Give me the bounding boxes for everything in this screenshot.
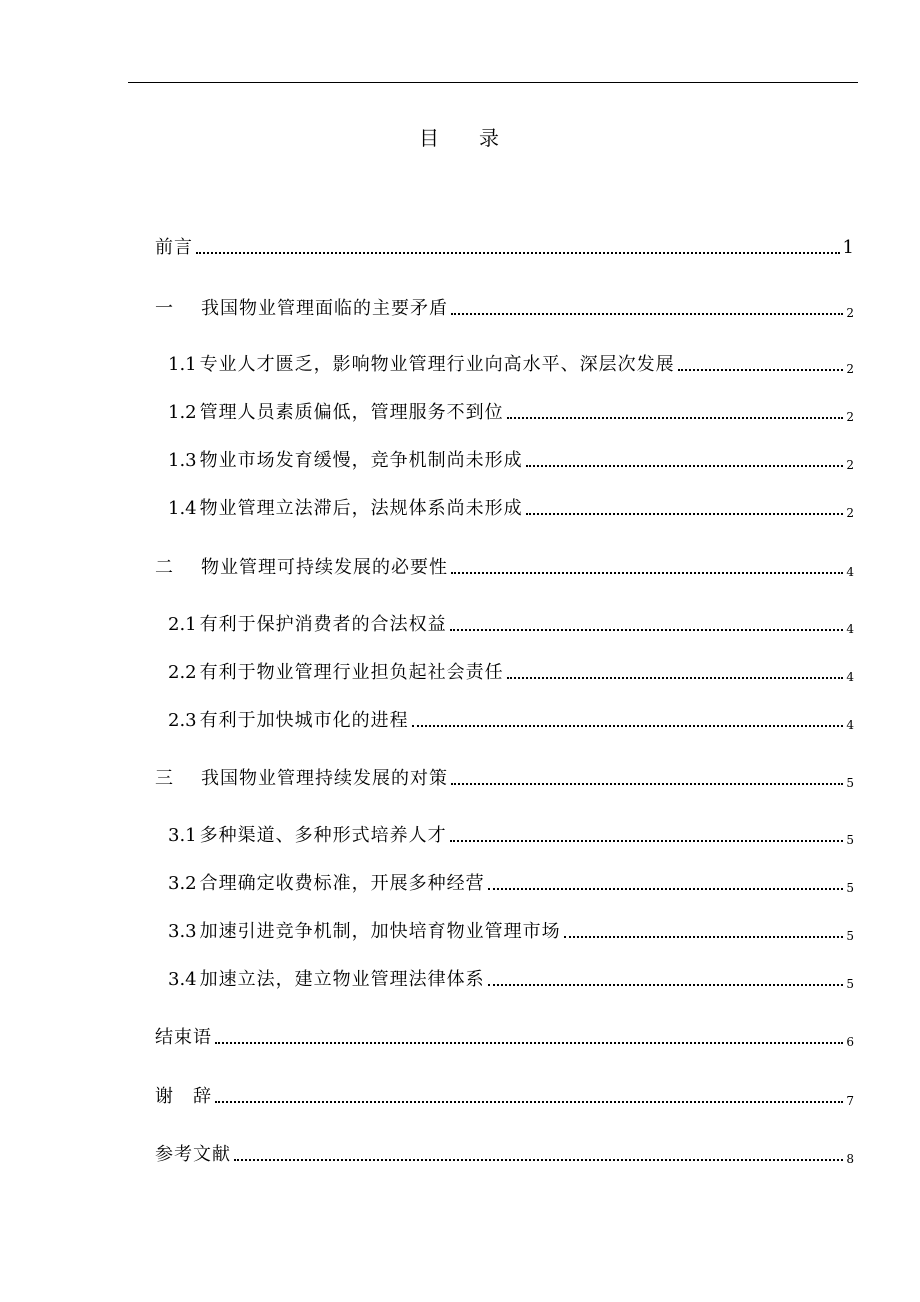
toc-entry-references[interactable]: [155, 1141, 854, 1169]
dot-leader: [488, 984, 844, 986]
toc-entry-page: 5: [846, 833, 854, 847]
toc-entry-page: 2: [846, 410, 854, 424]
toc-entry-page: 4: [846, 622, 854, 636]
dot-leader: [507, 677, 844, 679]
toc-entry-section-1-2[interactable]: [168, 399, 854, 427]
toc-entry-page: 2: [846, 362, 854, 376]
toc-entry-text: 有利于加快城市化的进程: [199, 710, 409, 731]
toc-entry-chapter-1[interactable]: [155, 295, 854, 323]
toc-entry-preface[interactable]: [155, 234, 854, 262]
toc-entry-page: 5: [846, 929, 854, 943]
toc-entry-section-2-1[interactable]: [168, 611, 854, 639]
toc-section-number: 2.1: [168, 614, 197, 635]
toc-entry-page: 6: [846, 1035, 854, 1049]
toc-chapter-number: 一: [155, 298, 173, 319]
toc-section-number: 3.4: [168, 969, 197, 990]
toc-entry-section-3-3[interactable]: [168, 918, 854, 946]
toc-entry-page: 4: [846, 718, 854, 732]
toc-entry-section-3-2[interactable]: [168, 870, 854, 898]
page-title: [0, 122, 920, 151]
toc-entry-acknowledgements[interactable]: [155, 1083, 854, 1111]
toc-chapter-number: 二: [155, 557, 173, 578]
toc-entry-page: 5: [846, 776, 854, 790]
toc-entry-page: 5: [846, 881, 854, 895]
toc-entry-text: 多种渠道、多种形式培养人才: [199, 825, 447, 846]
toc-entry-section-1-1[interactable]: [168, 351, 854, 379]
dot-leader: [234, 1159, 843, 1161]
page-title-char-2: 录: [479, 126, 501, 150]
toc-section-number: 2.2: [168, 662, 197, 683]
toc-entry-text: 物业管理可持续发展的必要性: [201, 557, 448, 578]
toc-entry-text: 专业人才匮乏，影响物业管理行业向高水平、深层次发展: [199, 354, 675, 375]
dot-leader: [450, 840, 844, 842]
dot-leader: [215, 1042, 843, 1044]
toc-section-number: 3.2: [168, 873, 197, 894]
toc-entry-section-3-1[interactable]: [168, 822, 854, 850]
toc-entry-page: 4: [846, 670, 854, 684]
toc-entry-page: 7: [846, 1094, 854, 1108]
header-rule: [128, 82, 858, 83]
toc-entry-page: 2: [846, 506, 854, 520]
toc-section-number: 1.2: [168, 402, 197, 423]
dot-leader: [678, 369, 844, 371]
toc-entry-page: 2: [846, 306, 854, 320]
toc-entry-text: 我国物业管理持续发展的对策: [201, 768, 448, 789]
dot-leader: [450, 629, 844, 631]
toc-section-number: 3.1: [168, 825, 197, 846]
toc-entry-section-2-3[interactable]: [168, 707, 854, 735]
toc-entry-section-2-2[interactable]: [168, 659, 854, 687]
toc-entry-text: 物业市场发育缓慢，竞争机制尚未形成: [199, 450, 523, 471]
toc-entry-text: 参考文献: [155, 1144, 231, 1165]
toc-chapter-number: 三: [155, 768, 173, 789]
toc-entry-text: 前言: [155, 237, 193, 258]
dot-leader: [507, 417, 844, 419]
toc-entry-text: 我国物业管理面临的主要矛盾: [201, 298, 448, 319]
toc-entry-page: 2: [846, 458, 854, 472]
toc-entry-text: 加速引进竞争机制，加快培育物业管理市场: [199, 921, 561, 942]
dot-leader: [526, 465, 844, 467]
toc-entry-conclusion[interactable]: [155, 1024, 854, 1052]
dot-leader: [564, 936, 844, 938]
toc-entry-page: 5: [846, 977, 854, 991]
dot-leader: [526, 513, 844, 515]
dot-leader: [451, 313, 843, 315]
toc-entry-text: 加速立法，建立物业管理法律体系: [199, 969, 485, 990]
toc-entry-page: 4: [846, 565, 854, 579]
toc-entry-text: 有利于物业管理行业担负起社会责任: [199, 662, 504, 683]
toc-entry-chapter-2[interactable]: [155, 554, 854, 582]
toc-entry-text: 结束语: [155, 1027, 212, 1048]
toc-section-number: 3.3: [168, 921, 197, 942]
dot-leader: [215, 1101, 843, 1103]
toc-entry-text: 管理人员素质偏低，管理服务不到位: [199, 402, 504, 423]
toc-entry-text: 谢 辞: [155, 1086, 212, 1107]
toc-section-number: 1.3: [168, 450, 197, 471]
toc-entry-section-1-3[interactable]: [168, 447, 854, 475]
dot-leader: [488, 888, 844, 890]
page-title-char-1: 目: [419, 126, 441, 150]
toc-section-number: 2.3: [168, 710, 197, 731]
toc-entry-page: 8: [846, 1152, 854, 1166]
toc-entry-text: 物业管理立法滞后，法规体系尚未形成: [199, 498, 523, 519]
toc-entry-section-3-4[interactable]: [168, 966, 854, 994]
toc-section-number: 1.1: [168, 354, 197, 375]
toc-entry-chapter-3[interactable]: [155, 765, 854, 793]
toc-entry-text: 合理确定收费标准，开展多种经营: [199, 873, 485, 894]
dot-leader: [196, 252, 840, 254]
toc-section-number: 1.4: [168, 498, 197, 519]
dot-leader: [451, 572, 843, 574]
toc-entry-page: 1: [842, 237, 854, 258]
dot-leader: [412, 725, 844, 727]
toc-entry-text: 有利于保护消费者的合法权益: [199, 614, 447, 635]
dot-leader: [451, 783, 843, 785]
toc-entry-section-1-4[interactable]: [168, 495, 854, 523]
